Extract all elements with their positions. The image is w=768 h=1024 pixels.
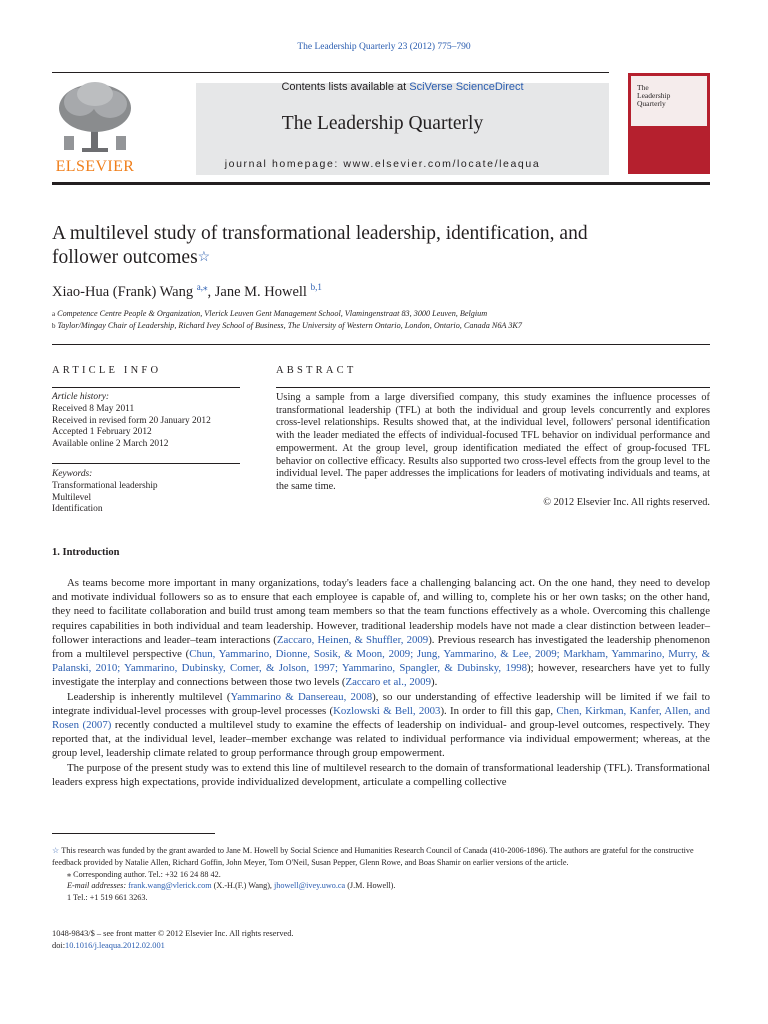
abstract-rule [276, 387, 710, 388]
text-run: ). [430, 676, 438, 689]
email-owner: (X.-H.(F.) Wang), [211, 881, 275, 891]
affiliation-mark: b [52, 322, 56, 330]
introduction-heading: 1. Introduction [52, 547, 120, 558]
journal-homepage[interactable]: journal homepage: www.elsevier.com/locate/leaqua [224, 158, 541, 170]
keywords [52, 469, 240, 516]
author-name: , Jane M. Howell [207, 283, 311, 300]
cover-title-line: Leadership [637, 91, 671, 100]
footnote-text: Corresponding author. Tel.: +32 16 24 88 42. [73, 869, 221, 879]
history-label: Article history: [52, 392, 110, 402]
text-run: ). Previous research has investigated the leadership phenomenon from a multilevel perspective ( [52, 633, 711, 661]
front-matter [52, 928, 452, 952]
sciencedirect-link[interactable]: SciVerse ScienceDirect [409, 81, 524, 93]
text-run: ). In order to fill this gap, [440, 704, 557, 717]
email-label: E-mail addresses: [67, 881, 127, 891]
footnote-rule [52, 833, 215, 834]
journal-cover [628, 73, 710, 174]
footnote-mark: 1 [67, 893, 72, 903]
text-run: ); however, researchers have yet to fully investigate the interplay and connections between those two levels ( [52, 662, 711, 689]
cover-title [637, 84, 670, 108]
section-rule [52, 344, 710, 345]
journal-title: The Leadership Quarterly [281, 113, 484, 134]
author-name: Xiao-Hua (Frank) Wang [52, 283, 197, 300]
paragraph [52, 576, 710, 690]
email-owner: (J.M. Howell). [345, 881, 396, 891]
author-affiliation-marks[interactable]: b,1 [310, 282, 322, 292]
keywords-label: Keywords: [52, 469, 93, 479]
citation-link[interactable]: Chun, Yammarino, Dionne, Sosik, & Moon, 2009; Jung, Yammarino, & Lee, 2009; Markham, Yammarino, Murry, & Palanski, 2010; Yammarino, Dubinsky, Comer, & Jolson, 1997; Yammarino, Spangler, & Dubinsky, 1998 [52, 648, 710, 675]
affiliations [52, 308, 712, 332]
elsevier-tree-icon [52, 80, 138, 158]
affiliation-mark: a [52, 310, 56, 318]
history-revised: Received in revised form 20 January 2012 [52, 415, 211, 426]
author-list [52, 282, 692, 301]
keyword: Identification [52, 504, 103, 515]
footnote-mark: ⁎ [67, 869, 72, 879]
footnote-corresponding [52, 869, 710, 881]
keyword: Multilevel [52, 492, 92, 503]
email-link[interactable]: jhowell@ivey.uwo.ca [274, 881, 346, 891]
doi-label: doi: [52, 941, 66, 951]
affiliation-text: Competence Centre People & Organization, Vlerick Leuven Gent Management School, Vlamingenstraat 83, 3000 Leuven, Belgium [57, 309, 488, 318]
contents-line [196, 81, 609, 93]
text-run: As teams become more important in many organizations, today's leaders face a challenging balancing act. On the one hand, they need to develop and motivate individual followers so as to ensure that each employee is capable of, and willing to, complete his or her own tasks; on the other hand, they need to facilitate collaboration and build trust among team members so that the team functions effectively as a whole. Overcoming this challenge requires capabilities in both individual and team leadership. However, traditional leadership models have not made a clear distinction between leader–follower interactions and leader–team interactions ( [52, 577, 710, 646]
abstract-heading: ABSTRACT [276, 365, 357, 376]
article-history [52, 392, 240, 451]
doi-link[interactable]: 10.1016/j.leaqua.2012.02.001 [65, 941, 165, 951]
footnote-text: This research was funded by the grant awarded to Jane M. Howell by Social Science and Humanities Research Council of Canada (410-2006-1896). The authors are grateful for the constructive feedback provided by Natalie Allen, Richard Goffin, John Meyer, Tom O'Neil, Susan Pepper, Glenn Rowe, and Boas Shamir on earlier versions of the article. [52, 846, 694, 867]
text-run: recently conducted a multilevel study to examine the effects of leadership on individual- and group-level outcomes, respectively. They reported that, at the individual level, leader–member exchange was related to individual performance via individual empowerment; whereas, at the group level, leadership climate related to group performance through group empowerment. [52, 719, 710, 760]
body-text [52, 576, 710, 789]
email-link[interactable]: frank.wang@vlerick.com [128, 881, 212, 891]
citation-link[interactable]: Chen, Kirkman, Kanfer, Allen, and Rosen (2007) [52, 704, 710, 732]
author-affiliation-marks[interactable]: a,⁎ [196, 282, 208, 292]
citation-link[interactable]: Zaccaro et al., 2009 [345, 676, 431, 689]
affiliation-text: Taylor/Mingay Chair of Leadership, Richard Ivey School of Business, The University of Western Ontario, London, Ontario, Canada N6A 3K7 [57, 321, 522, 330]
doi-line [52, 940, 452, 952]
keywords-rule [52, 463, 240, 464]
citation-link[interactable]: Kozlowski & Bell, 2003 [333, 704, 441, 717]
text-run: ), so our understanding of effective leadership will be limited if we fail to integrate individual-level processes with group-level processes ( [52, 690, 710, 717]
journal-citation[interactable]: The Leadership Quarterly 23 (2012) 775–790 [297, 42, 471, 52]
footnotes [52, 845, 710, 904]
article-info-rule [52, 387, 240, 388]
cover-panel [631, 76, 707, 126]
paper-title-line1: A multilevel study of transformational leadership, identification, and [52, 223, 588, 244]
header-thick-rule [52, 182, 710, 185]
history-online: Available online 2 March 2012 [52, 439, 169, 450]
text-run: Leadership is inherently multilevel ( [67, 690, 231, 703]
footnote-funding [52, 845, 710, 869]
header-rule [52, 72, 609, 73]
cover-title-line: The [637, 83, 649, 92]
title-footnote-star-icon[interactable]: ☆ [197, 250, 211, 265]
footnote-star-icon: ☆ [52, 846, 60, 855]
history-received: Received 8 May 2011 [52, 403, 135, 414]
abstract-copyright: © 2012 Elsevier Inc. All rights reserved. [543, 497, 710, 508]
elsevier-logo [52, 80, 138, 176]
article-info-heading: ARTICLE INFO [52, 365, 162, 376]
footnote-text: Tel.: +1 519 661 3263. [73, 893, 148, 903]
citation-link[interactable]: Zaccaro, Heinen, & Shuffler, 2009 [276, 633, 429, 646]
footnote-tel [52, 892, 710, 904]
history-accepted: Accepted 1 February 2012 [52, 427, 152, 438]
publisher-name: ELSEVIER [55, 158, 135, 175]
citation-link[interactable]: Yammarino & Dansereau, 2008 [230, 690, 373, 703]
abstract-text: Using a sample from a large diversified company, this study examines the influence processes of transformational leadership (TFL) at both the individual and group levels concurrently and explores cross-level relationships. Results showed that, at the individual level, followers' personal identification with the leader mediated the effects of individual-focused TFL behavior on individual performance and empowerment. At the group level, group identification mediated the effect of group-focused TFL behavior on collective efficacy. Results also supported two cross-level effects from the group level to the individual level. The paper addresses the implications for leaders of motivating individuals and teams, at the same time. [276, 392, 710, 492]
paper-title-line2: follower outcomes [52, 247, 198, 268]
paper-title [52, 222, 672, 270]
paragraph: The purpose of the present study was to extend this line of multilevel research to the domain of transformational leadership (TFL). Transformational leaders express high expectations, provide individualized development, articulate a compelling collective [52, 761, 710, 788]
issn-line: 1048-9843/$ – see front matter © 2012 Elsevier Inc. All rights reserved. [52, 929, 294, 938]
paragraph [52, 690, 710, 761]
cover-title-line: Quarterly [637, 99, 666, 108]
footnote-emails [52, 880, 710, 892]
keyword: Transformational leadership [52, 480, 158, 491]
contents-prefix: Contents lists available at [281, 81, 410, 93]
